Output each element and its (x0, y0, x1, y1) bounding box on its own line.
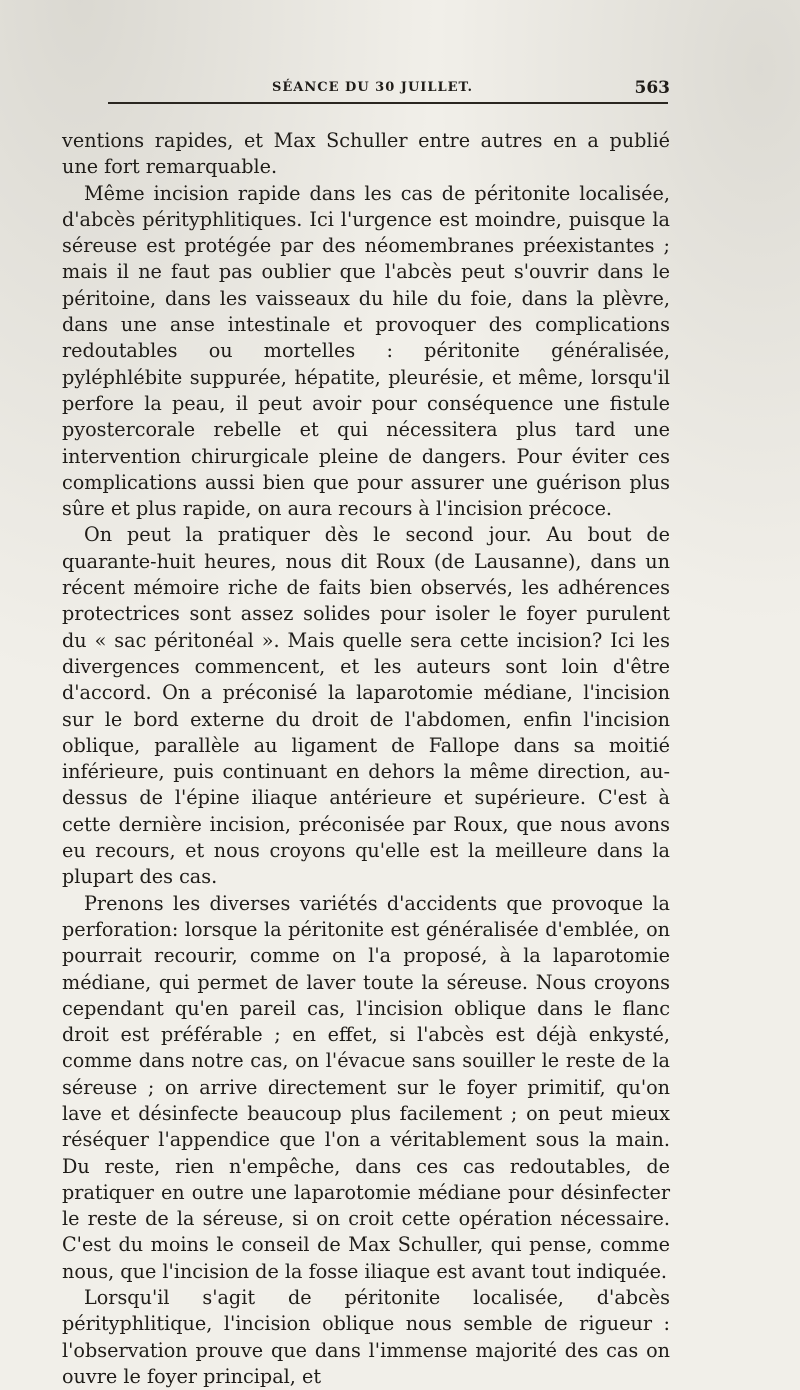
running-header (62, 78, 670, 102)
paragraph-peritonite-localisee: Lorsqu'il s'agit de péritonite localisée, d'abcès pérityphlitique, l'incision oblique nous semble de rigueur : l'observation prouve que dans l'immense majorité des cas on ouvre le foyer principal, et (62, 1286, 670, 1388)
paragraph-incision-timing: On peut la pratiquer dès le second jour. Au bout de quarante-huit heures, nous dit Roux (de Lausanne), dans un récent mémoire riche de faits bien observés, les adhérences protectrices sont assez solides pour isoler le foyer purulent du « sac péritonéal ». Mais quelle sera cette incision? Ici les divergences commencent, et les auteurs sont loin d'être d'accord. On a préconisé la laparotomie médiane, l'incision sur le bord externe du droit de l'abdomen, enfin l'incision oblique, parallèle au ligament de Fallope dans sa moitié inférieure, puis continuant en dehors la même direction, au-dessus de l'épine iliaque antérieure et supérieure. C'est à cette dernière incision, préconisée par Roux, que nous avons eu recours, et nous croyons qu'elle est la meilleure dans la plupart des cas. (62, 523, 670, 889)
page-number: 563 (634, 78, 670, 98)
paragraph-perforation: Prenons les diverses variétés d'accidents que provoque la perforation: lorsque la péritonite est généralisée d'emblée, on pourrait recourir, comme on l'a proposé, à la laparotomie médiane, qui permet de laver toute la séreuse. Nous croyons cependant qu'en pareil cas, l'incision oblique dans le flanc droit est préférable ; en effet, si l'abcès est déjà enkysté, comme dans notre cas, on l'évacue sans souiller le reste de la séreuse ; on arrive directement sur le foyer primitif, qu'on lave et désinfecte beaucoup plus facilement ; on peut mieux réséquer l'appendice que l'on a véritablement sous la main. Du reste, rien n'empêche, dans ces cas redoutables, de pratiquer en outre une laparotomie médiane pour désinfecter le reste de la séreuse, si on croit cette opération nécessaire. C'est du moins le conseil de Max Schuller, qui pense, comme nous, que l'incision de la fosse iliaque est avant tout indiquée. (62, 891, 670, 1283)
body-text (62, 128, 670, 1390)
header-rule (108, 102, 668, 104)
running-title: SÉANCE DU 30 JUILLET. (272, 80, 474, 95)
paragraph-continuation: ventions rapides, et Max Schuller entre autres en a publié une fort remarquable. (62, 129, 670, 179)
paragraph-abces: Même incision rapide dans les cas de péritonite localisée, d'abcès pérityphlitiques. Ici l'urgence est moindre, puisque la séreuse est protégée par des néomembranes préexistantes ; mais il ne faut pas oublier que l'abcès peut s'ouvrir dans le péritoine, dans les vaisseaux du hile du foie, dans la plèvre, dans une anse intestinale et provoquer des complications redoutables ou mortelles : péritonite généralisée, pyléphlébite suppurée, hépatite, pleurésie, et même, lorsqu'il perfore la peau, il peut avoir pour conséquence une fistule pyostercorale rebelle et qui nécessitera plus tard une intervention chirurgicale pleine de dangers. Pour éviter ces complications aussi bien que pour assurer une guérison plus sûre et plus rapide, on aura recours à l'incision précoce. (62, 181, 670, 521)
